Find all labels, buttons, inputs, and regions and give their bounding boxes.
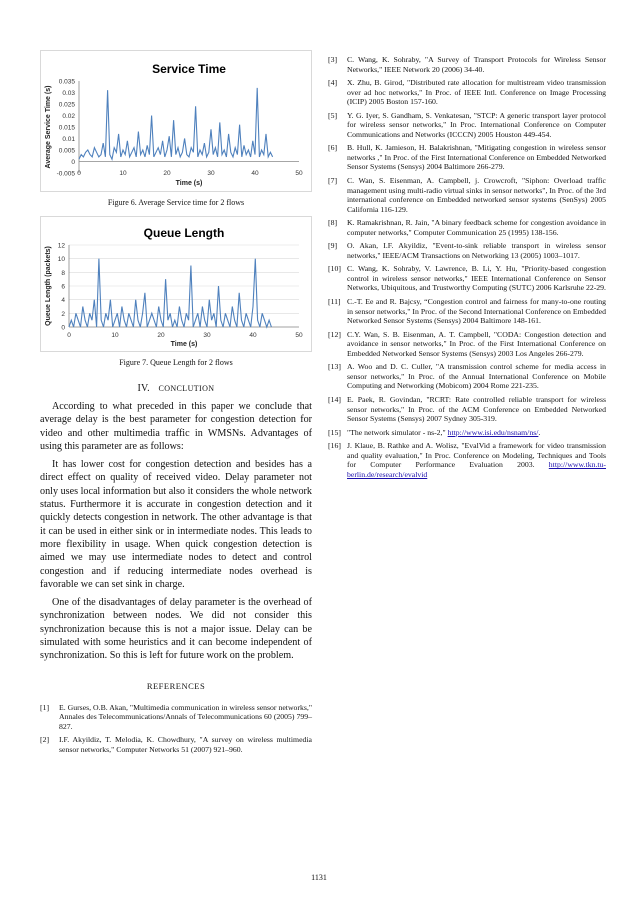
y-tick-label: 6 [61, 283, 65, 291]
reference-number: [1] [40, 702, 50, 712]
reference-item [328, 264, 606, 293]
reference-body: E. Gurses, O.B. Akan, "Multimedia communication in wireless sensor networks," Annales des Telecommunications/Annals of Telecommunications 60 (2005) 799–827. [59, 702, 312, 731]
reference-item [328, 428, 606, 438]
right-column [328, 55, 606, 483]
reference-body: J. Klaue, B. Rathke and A. Wolisz, "EvalVid a framework for video transmission and quality evaluation," In Proc. Conference on Modeling, Techniques and Tools for Computer Performance Evaluation 2003. [347, 441, 606, 470]
x-axis-label: Time (s) [175, 180, 203, 187]
y-tick-label: 0 [61, 324, 65, 332]
reference-text [347, 362, 606, 391]
x-tick-label: 30 [203, 332, 211, 339]
x-tick-label: 10 [119, 170, 127, 177]
reference-number: [15] [328, 427, 341, 437]
reference-body: B. Hull, K. Jamieson, H. Balakrishnan, "Mitigating congestion in wireless sensor networks ," In Proc. of the First International Conference on Embedded Networked Sensor Systems (Sensys) 2004 Baltimore 266-279. [347, 143, 606, 172]
reference-link[interactable]: http://www.tkn.tu-berlin.de/research/evalvid [347, 460, 606, 479]
conclusion-paragraph-3: One of the disadvantages of delay parameter is the overhead of synchronization between nodes. We did not consider this synchronization because this is not a major issue. Delay can be simulated with some heuristics and it can become independent of synchronization. So this is left for future work on the problem. [40, 597, 312, 662]
series-line [69, 259, 271, 327]
y-tick-label: 8 [61, 269, 65, 277]
reference-text [347, 55, 606, 74]
y-tick-label: 0.03 [62, 90, 75, 97]
reference-item [328, 330, 606, 359]
left-column [40, 50, 312, 758]
x-tick-label: 0 [67, 332, 71, 339]
reference-item [328, 143, 606, 172]
x-tick-label: 20 [163, 170, 171, 177]
reference-number: [14] [328, 394, 341, 404]
figure-7-caption: Figure 7. Queue Length for 2 flows [119, 358, 233, 367]
reference-number: [8] [328, 218, 338, 228]
reference-item [328, 218, 606, 237]
reference-number: [13] [328, 362, 341, 372]
reference-text [347, 111, 606, 140]
y-tick-label: 12 [57, 242, 65, 250]
reference-text [347, 264, 606, 293]
reference-text [347, 218, 606, 237]
reference-number: [9] [328, 241, 338, 251]
reference-body: E. Paek, R. Govindan, "RCRT: Rate controlled reliable transport for wireless sensor networks," In Proc. of the ACM Conference on Embedded Networked Sensor Systems (Sensys) 2007 Sydney 305-319. [347, 394, 606, 424]
series-line [79, 88, 273, 159]
references-list-left [40, 703, 312, 755]
reference-item [328, 395, 606, 424]
reference-item [328, 441, 606, 479]
y-tick-label: 10 [57, 256, 65, 264]
reference-item [328, 297, 606, 326]
reference-number: [11] [328, 297, 341, 307]
reference-item [328, 55, 606, 74]
reference-body: I.F. Akyildiz, T. Melodia, K. Chowdhury, "A survey on wireless multimedia sensor networks," Computer Networks 51 (2007) 921–960. [59, 735, 312, 754]
x-tick-label: 50 [295, 332, 303, 339]
reference-number: [5] [328, 110, 338, 120]
reference-text [347, 441, 606, 479]
reference-item [328, 111, 606, 140]
section-name: CONCLUTION [158, 384, 215, 393]
reference-body: Y. G. Iyer, S. Gandham, S. Venkatesan, "STCP: A generic transport layer protocol for wireless sensor networks," In Proc. International Conference on Computer Communications and Networks (ICCCN) 2005 Houston 449-454. [347, 110, 606, 139]
y-tick-label: 0.015 [58, 124, 75, 132]
reference-item [328, 78, 606, 107]
reference-text [347, 78, 606, 107]
x-axis-label: Time (s) [170, 341, 198, 348]
y-tick-label: 2 [61, 310, 65, 318]
reference-item [328, 241, 606, 260]
reference-number: [12] [328, 329, 341, 339]
reference-text [59, 703, 312, 732]
reference-body: C.Y. Wan, S. B. Eisenman, A. T. Campbell, "CODA: Congestion detection and avoidance in sensor networks," In Proc. of the First International Conference on Embedded Networked Sensor Systems (Sensys) 2003 Los Angeles 266-279. [347, 329, 606, 358]
x-tick-label: 40 [249, 332, 257, 339]
reference-number: [7] [328, 176, 338, 186]
reference-text [347, 428, 606, 438]
references-heading: REFERENCES [146, 680, 206, 691]
x-tick-label: 0 [77, 170, 81, 177]
y-tick-label: -0.005 [56, 170, 75, 178]
reference-text [59, 735, 312, 754]
y-tick-label: 0.005 [58, 147, 75, 155]
reference-item [328, 176, 606, 214]
x-tick-label: 30 [207, 170, 215, 177]
reference-body: K. Ramakrishnan, R. Jain, "A binary feedback scheme for congestion avoidance in computer networks," Computer Communication 25 (1995) 138-156. [347, 218, 606, 237]
reference-text [347, 241, 606, 260]
reference-body: X. Zhu, B. Girod, "Distributed rate allocation for multistream video transmission over ad hoc networks," In Proc. of IEEE Intl. Conference on Image Processing (ICIP) 2005 Boston 157-160. [347, 78, 606, 107]
reference-item [328, 362, 606, 391]
conclusion-paragraph-2: It has lower cost for congestion detection and besides has a direct effect on quality of received video. Delay parameter not only uses local information but also it considers the whole network status. Furthermore it is accurate in congestion detection and it quickly detects congestion in network. The other advantage is that it can be used in either sink or in intermediate nodes. This leads to more flexibility in usage. When quick congestion detection is aimed we may use intermediate nodes to detect and control congestion and if reducing intermediate nodes overhead is favorable we can set sink in charge. [40, 459, 312, 590]
reference-number: [6] [328, 143, 338, 153]
reference-number: [2] [40, 735, 50, 745]
figure-6-caption: Figure 6. Average Service time for 2 flows [107, 198, 245, 207]
y-tick-label: 0.025 [58, 101, 75, 109]
y-axis-label: Queue Length (packets) [45, 246, 52, 326]
reference-suffix: . [538, 427, 541, 437]
x-tick-label: 50 [295, 170, 303, 177]
y-axis-label: Average Service Time (s) [45, 85, 52, 169]
section-number: IV. [137, 383, 150, 394]
conclusion-paragraph-1: According to what preceded in this paper we conclude that average delay is the best parameter for congestion detection for video and other multimedia traffic in WMSNs. Advantages of using this parameter are as follows: [40, 401, 312, 452]
reference-text [347, 297, 606, 326]
x-tick-label: 20 [157, 332, 165, 339]
figure-7-chart [40, 216, 312, 352]
y-tick-label: 4 [61, 297, 65, 305]
y-tick-label: 0.01 [62, 136, 75, 143]
page-number: 1131 [311, 873, 327, 882]
y-tick-label: 0.02 [62, 113, 75, 120]
reference-number: [3] [328, 55, 338, 64]
reference-text [347, 143, 606, 172]
reference-link[interactable]: http://www.isi.edu/nsnam/ns/ [447, 427, 539, 437]
conclusion-heading [40, 383, 312, 394]
reference-body: C. Wang, K. Sohraby, "A Survey of Transport Protocols for Wireless Sensor Networks," IEEE Network 20 (2006) 34-40. [347, 55, 606, 74]
x-tick-label: 40 [251, 170, 259, 177]
queue-length-chart-svg [41, 217, 311, 351]
service-time-chart-svg [41, 51, 311, 191]
y-tick-label: 0 [71, 159, 75, 166]
reference-number: [16] [328, 441, 341, 451]
reference-body: "The network simulator - ns-2," [347, 427, 448, 437]
reference-body: O. Akan, I.F. Akyildiz, "Event-to-sink reliable transport in wireless sensor networks," IEEE/ACM Transactions on Networking 13 (2005) 1003–1017. [347, 241, 606, 260]
references-list-right [328, 55, 606, 479]
reference-number: [4] [328, 78, 338, 88]
reference-body: C. Wang, K. Sohraby, V. Lawrence, B. Li, Y. Hu, "Priority-based congestion control in wireless sensor networks," IEEE International Conference on Sensor Networks, Ubiquitous, and Trustworthy Computing (SUTC) 2006 Karlsruhe 22-29. [347, 264, 606, 293]
chart-title: Queue Length [143, 226, 225, 240]
reference-number: [10] [328, 264, 341, 274]
x-tick-label: 10 [111, 332, 119, 339]
reference-item [40, 735, 312, 754]
reference-body: A. Woo and D. C. Culler, "A transmission control scheme for media access in sensor networks," In Proc. of the Annual International Conference on Mobile Computing and Networking (Mobicom) 2004 Rome 221-235. [347, 362, 606, 391]
reference-text [347, 176, 606, 214]
figure-6-chart [40, 50, 312, 192]
reference-item [40, 703, 312, 732]
chart-title: Service Time [152, 62, 226, 76]
y-tick-label: 0.035 [58, 78, 75, 86]
reference-body: C.-T. Ee and R. Bajcsy, “Congestion control and fairness for many-to-one routing in sensor networks," In Proc. of the Second International Conference on Embedded Networked Sensor Systems (Sensys) 2004 Baltimore 148-161. [347, 297, 606, 326]
reference-text [347, 330, 606, 359]
reference-body: C. Wan, S. Eisenman, A. Campbell, j. Crowcroft, "Siphon: Overload traffic management using multi-radio virtual sinks in sensor networks", In Proc. of the 3rd international conference on Embedded networked sensor systems (SenSys) 2005 California 116-129. [347, 176, 606, 214]
reference-text [347, 395, 606, 424]
